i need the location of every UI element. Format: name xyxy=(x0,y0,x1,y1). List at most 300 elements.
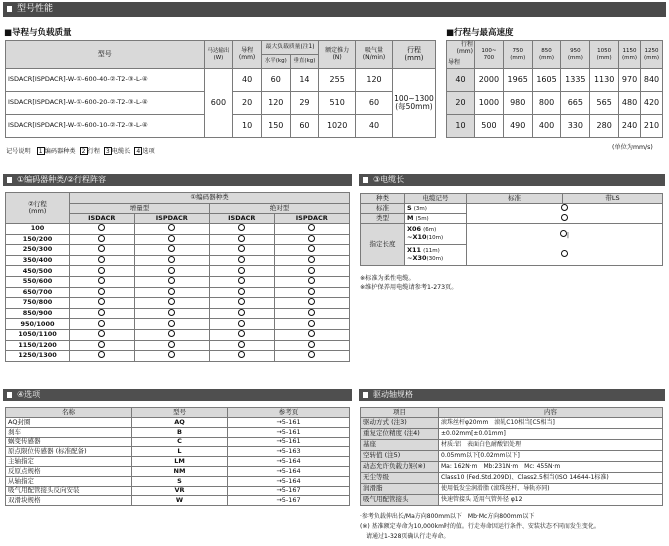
enc-stroke: 450/500 xyxy=(6,266,70,277)
available-mark xyxy=(238,298,245,305)
encoder-stroke-table xyxy=(5,192,350,362)
enc-cell xyxy=(134,276,209,287)
speed-value: 500 xyxy=(475,115,504,138)
drive-content: Ma: 162N·m Mb:231N·m Mc: 455N·m xyxy=(439,462,663,473)
enc-cell xyxy=(70,298,135,309)
opt-name: 刹车 xyxy=(6,427,132,437)
lead-subtitle: ■导程与负载质量 xyxy=(4,28,72,38)
cable-len: (10m) xyxy=(426,235,444,241)
enc-section-title: ①编码器种类/②行程阵容 xyxy=(17,175,107,184)
enc-cell xyxy=(209,287,274,298)
available-mark xyxy=(168,224,175,231)
drive-item: 润滑脂 xyxy=(361,484,439,495)
opt-page: →5-163 xyxy=(228,447,350,457)
col-horiz: 水平(kg) xyxy=(261,55,290,69)
opt-page: →5-164 xyxy=(228,476,350,486)
enc-cell xyxy=(134,319,209,330)
cable-available-mark xyxy=(560,230,567,237)
speed-value: 240 xyxy=(619,115,641,138)
available-mark xyxy=(308,224,315,231)
available-mark xyxy=(98,277,105,284)
enc-cell xyxy=(134,266,209,277)
options-section-bar xyxy=(3,389,352,401)
col-vert: 垂直(kg) xyxy=(290,55,319,69)
cable-col-kind: 种类 xyxy=(361,194,405,204)
enc-cell xyxy=(70,287,135,298)
drive-col-content: 内容 xyxy=(439,408,663,418)
suction-value: 40 xyxy=(356,115,393,138)
legend-num-4: 4 xyxy=(134,147,142,155)
enc-row xyxy=(6,224,350,235)
enc-row xyxy=(6,298,350,309)
enc-col-inc: 增量型 xyxy=(70,204,210,214)
horiz-value: 60 xyxy=(261,69,290,92)
drive-note: 请通过1-328页确认行走寿命。 xyxy=(360,533,450,540)
opt-name: 吸气用配管接头反向安装 xyxy=(6,486,132,496)
cable-available-mark xyxy=(561,250,568,257)
opt-col-model: 型号 xyxy=(132,408,228,418)
opt-page: →5-164 xyxy=(228,466,350,476)
enc-row xyxy=(6,234,350,245)
available-mark xyxy=(238,235,245,242)
enc-stroke: 950/1000 xyxy=(6,319,70,330)
enc-model: ISDACR xyxy=(70,214,135,224)
cable-len: (5m) xyxy=(415,215,429,222)
available-mark xyxy=(168,277,175,284)
cable-section-title: ③电缆长 xyxy=(373,175,405,184)
cable-len: (3m) xyxy=(413,205,427,212)
speed-value: 400 xyxy=(532,115,561,138)
enc-cell xyxy=(70,234,135,245)
horiz-value: 120 xyxy=(261,92,290,115)
cable-notes xyxy=(360,274,457,292)
speed-lead: 40 xyxy=(447,69,475,92)
opt-page: →5-161 xyxy=(228,437,350,447)
enc-stroke: 1150/1200 xyxy=(6,340,70,351)
drive-row xyxy=(361,462,663,473)
available-mark xyxy=(168,330,175,337)
drive-note: ·参考负载伸出长/Ma方向800mm以下 Mb·Mc方向800mm以下 xyxy=(360,513,535,520)
speed-lead: 20 xyxy=(447,92,475,115)
drive-content: 滚珠丝杆φ20mm 滚轧C10相当[C5相当] xyxy=(439,418,663,429)
cable-kind-spec: 指定长度 xyxy=(361,224,405,266)
available-mark xyxy=(308,256,315,263)
available-mark xyxy=(168,309,175,316)
available-mark xyxy=(308,298,315,305)
available-mark xyxy=(238,351,245,358)
opt-model: B xyxy=(132,427,228,437)
enc-stroke: 550/600 xyxy=(6,276,70,287)
available-mark xyxy=(168,245,175,252)
available-mark xyxy=(308,320,315,327)
enc-cell xyxy=(134,298,209,309)
lead-load-table xyxy=(5,40,436,138)
legend-text: 选项 xyxy=(142,148,155,155)
enc-cell xyxy=(274,276,349,287)
col-model: 型号 xyxy=(6,41,205,69)
drive-item: 无尘等级 xyxy=(361,473,439,484)
drive-item: 驱动方式 (注3) xyxy=(361,418,439,429)
cable-table: 种类 电缆记号 标准 带LS 标准 S (3m) 类型 M (5m) 指定长度 X06 (6m) ~X10(10m) | X11 (11m) ~X30(30m) xyxy=(360,193,663,266)
enc-stroke: 100 xyxy=(6,224,70,235)
available-mark xyxy=(168,288,175,295)
cable-len: (6m) xyxy=(423,227,437,234)
cable-col-ls: 带LS xyxy=(563,194,663,204)
vert-value: 14 xyxy=(290,69,319,92)
available-mark xyxy=(98,267,105,274)
available-mark xyxy=(238,224,245,231)
opt-model: C xyxy=(132,437,228,447)
cable-len: (11m) xyxy=(423,248,440,255)
available-mark xyxy=(308,341,315,348)
available-mark xyxy=(98,256,105,263)
drive-table xyxy=(360,407,663,506)
cable-code-x11: X11 xyxy=(407,246,422,255)
thrust-value: 255 xyxy=(319,69,356,92)
enc-row xyxy=(6,340,350,351)
enc-cell xyxy=(70,276,135,287)
enc-col-stroke: ②行程 (mm) xyxy=(6,193,70,224)
available-mark xyxy=(238,245,245,252)
suction-value: 60 xyxy=(356,92,393,115)
available-mark xyxy=(238,288,245,295)
options-section-title: ④选项 xyxy=(17,390,41,399)
opt-name: AQ封圈 xyxy=(6,418,132,428)
drive-content: 使用低发尘润滑脂 (滚珠丝杆、导轨亦同) xyxy=(439,484,663,495)
speed-col: 1150 (mm) xyxy=(619,41,641,69)
enc-cell xyxy=(274,340,349,351)
speed-value: 665 xyxy=(561,92,590,115)
cable-col-std: 标准 xyxy=(467,194,563,204)
enc-section-bar xyxy=(3,174,352,186)
options-table xyxy=(5,407,350,506)
thrust-value: 1020 xyxy=(319,115,356,138)
enc-row xyxy=(6,245,350,256)
speed-col: 750 (mm) xyxy=(503,41,532,69)
suction-value: 120 xyxy=(356,69,393,92)
enc-cell xyxy=(70,340,135,351)
drive-item: 动态允许负载力矩(※) xyxy=(361,462,439,473)
drive-row xyxy=(361,473,663,484)
enc-stroke: 850/900 xyxy=(6,308,70,319)
enc-cell xyxy=(70,266,135,277)
speed-value: 210 xyxy=(641,115,663,138)
speed-corner-lead: 导程 xyxy=(448,59,461,67)
opt-page: →5-161 xyxy=(228,427,350,437)
drive-item: 吸气用配管接头 xyxy=(361,495,439,506)
available-mark xyxy=(98,235,105,242)
drive-row xyxy=(361,418,663,429)
enc-row xyxy=(6,351,350,362)
legend xyxy=(6,147,155,156)
available-mark xyxy=(238,256,245,263)
available-mark xyxy=(98,309,105,316)
available-mark xyxy=(308,351,315,358)
opt-model: VR xyxy=(132,486,228,496)
available-mark xyxy=(308,288,315,295)
drive-row xyxy=(361,440,663,451)
enc-row xyxy=(6,329,350,340)
col-maxload: 最大负载质量(注1) xyxy=(261,41,318,55)
speed-lead: 10 xyxy=(447,115,475,138)
enc-cell xyxy=(209,234,274,245)
available-mark xyxy=(98,298,105,305)
enc-cell xyxy=(274,287,349,298)
lead-value: 20 xyxy=(233,92,262,115)
option-row xyxy=(6,457,350,467)
enc-cell xyxy=(274,298,349,309)
enc-cell xyxy=(134,287,209,298)
enc-cell xyxy=(134,245,209,256)
enc-cell xyxy=(209,329,274,340)
speed-value: 970 xyxy=(619,69,641,92)
enc-cell xyxy=(134,224,209,235)
available-mark xyxy=(308,277,315,284)
available-mark xyxy=(238,277,245,284)
legend-num-2: 2 xyxy=(80,147,88,155)
available-mark xyxy=(168,256,175,263)
available-mark xyxy=(308,235,315,242)
option-row xyxy=(6,437,350,447)
col-stroke: 行程 (mm) xyxy=(392,41,435,69)
cable-code-x30: ~X30 xyxy=(407,254,427,262)
opt-page: →5-167 xyxy=(228,486,350,496)
drive-item: 重复定位精度 (注4) xyxy=(361,429,439,440)
col-motor: 马达输出 (W) xyxy=(204,41,233,69)
available-mark xyxy=(98,330,105,337)
enc-row xyxy=(6,266,350,277)
speed-value: 2000 xyxy=(475,69,504,92)
enc-stroke: 750/800 xyxy=(6,298,70,309)
drive-section-bar xyxy=(359,389,665,401)
enc-stroke: 250/300 xyxy=(6,245,70,256)
enc-col-encoder: ①编码器种类 xyxy=(70,193,350,204)
drive-content: 材质:铝 表面白色耐酸铝处理 xyxy=(439,440,663,451)
enc-col-abs: 绝对型 xyxy=(209,204,349,214)
opt-page: →5-167 xyxy=(228,496,350,506)
opt-name: 从轴指定 xyxy=(6,476,132,486)
thrust-value: 510 xyxy=(319,92,356,115)
enc-cell xyxy=(274,255,349,266)
legend-text: 行程 xyxy=(87,148,100,155)
legend-text: 编码器种类 xyxy=(44,148,76,155)
lead-row-model: ISDACR[ISPDACR]-W-①-600-10-②-T2-③-L-④ xyxy=(6,115,205,138)
available-mark xyxy=(98,288,105,295)
header-title-bar xyxy=(3,2,666,17)
col-thrust: 额定推力 (N) xyxy=(319,41,356,69)
speed-subtitle: ■行程与最高速度 xyxy=(446,28,514,38)
opt-model: W xyxy=(132,496,228,506)
available-mark xyxy=(238,309,245,316)
cable-available-mark xyxy=(561,204,568,211)
speed-value: 1000 xyxy=(475,92,504,115)
speed-value: 1335 xyxy=(561,69,590,92)
enc-cell xyxy=(209,276,274,287)
speed-value: 330 xyxy=(561,115,590,138)
enc-model: ISDACR xyxy=(209,214,274,224)
opt-col-page: 参考页 xyxy=(228,408,350,418)
enc-cell xyxy=(134,329,209,340)
available-mark xyxy=(168,267,175,274)
opt-name: 双滑块规格 xyxy=(6,496,132,506)
enc-cell xyxy=(134,351,209,362)
speed-corner-stroke: 行程 (mm) xyxy=(456,41,473,55)
enc-stroke: 1250/1300 xyxy=(6,351,70,362)
available-mark xyxy=(168,320,175,327)
cable-kind-type: 类型 xyxy=(361,214,405,224)
enc-stroke: 150/200 xyxy=(6,234,70,245)
enc-cell xyxy=(209,224,274,235)
enc-stroke: 1050/1100 xyxy=(6,329,70,340)
legend-text: 电缆长 xyxy=(111,148,131,155)
legend-num-1: 1 xyxy=(37,147,45,155)
opt-page: →5-164 xyxy=(228,457,350,467)
opt-col-name: 名称 xyxy=(6,408,132,418)
drive-content: 快速管接头 适用气管外径 φ12 xyxy=(439,495,663,506)
option-row xyxy=(6,418,350,428)
speed-col: 1050 (mm) xyxy=(590,41,619,69)
enc-cell xyxy=(134,234,209,245)
enc-cell xyxy=(70,245,135,256)
stroke-value: 100~1300 (每50mm) xyxy=(392,69,435,138)
enc-stroke: 650/700 xyxy=(6,287,70,298)
drive-content: Class10 (Fed.Std.209D)、Class2.5相当(ISO 14644-1标准) xyxy=(439,473,663,484)
drive-item: 基座 xyxy=(361,440,439,451)
speed-col: 850 (mm) xyxy=(532,41,561,69)
opt-model: AQ xyxy=(132,418,228,428)
enc-cell xyxy=(274,308,349,319)
enc-cell xyxy=(274,329,349,340)
available-mark xyxy=(238,267,245,274)
enc-cell xyxy=(274,351,349,362)
cable-code-x06: X06 xyxy=(407,225,422,234)
speed-value: 840 xyxy=(641,69,663,92)
enc-cell xyxy=(209,266,274,277)
enc-stroke: 350/400 xyxy=(6,255,70,266)
legend-num-3: 3 xyxy=(104,147,112,155)
drive-section-title: 驱动轴规格 xyxy=(373,390,413,399)
drive-row xyxy=(361,495,663,506)
drive-row xyxy=(361,429,663,440)
available-mark xyxy=(98,341,105,348)
motor-value: 600 xyxy=(204,69,233,138)
enc-cell xyxy=(70,351,135,362)
available-mark xyxy=(168,351,175,358)
opt-page: →5-161 xyxy=(228,418,350,428)
available-mark xyxy=(168,235,175,242)
enc-cell xyxy=(134,308,209,319)
available-mark xyxy=(238,330,245,337)
speed-col: 950 (mm) xyxy=(561,41,590,69)
enc-cell xyxy=(134,255,209,266)
opt-name: 主轴指定 xyxy=(6,457,132,467)
available-mark xyxy=(308,245,315,252)
speed-value: 1965 xyxy=(503,69,532,92)
opt-model: L xyxy=(132,447,228,457)
horiz-value: 150 xyxy=(261,115,290,138)
drive-col-item: 项目 xyxy=(361,408,439,418)
cable-code-x10: ~X10 xyxy=(407,233,427,241)
cable-col-code: 电缆记号 xyxy=(405,194,467,204)
enc-model: ISPDACR xyxy=(274,214,349,224)
option-row xyxy=(6,447,350,457)
enc-cell xyxy=(70,319,135,330)
opt-model: NM xyxy=(132,466,228,476)
vert-value: 29 xyxy=(290,92,319,115)
enc-cell xyxy=(274,234,349,245)
lead-value: 40 xyxy=(233,69,262,92)
enc-cell xyxy=(209,340,274,351)
enc-row xyxy=(6,287,350,298)
drive-content: 0.05mm以下[0.02mm以下] xyxy=(439,451,663,462)
opt-name: 蜗变传感器 xyxy=(6,437,132,447)
drive-note: (※) 基准额定寿命为10,000km时的值。行走寿命因运行条件、安装状态不同而发生变化。 xyxy=(360,523,600,530)
available-mark xyxy=(98,351,105,358)
enc-cell xyxy=(274,266,349,277)
header-title: 型号性能 xyxy=(17,4,54,14)
enc-cell xyxy=(209,319,274,330)
enc-cell xyxy=(70,329,135,340)
cable-note: ※维护保养用电缆请参考1-273页。 xyxy=(360,284,458,291)
option-row xyxy=(6,466,350,476)
speed-col: 1250 (mm) xyxy=(641,41,663,69)
opt-model: LM xyxy=(132,457,228,467)
option-row xyxy=(6,486,350,496)
speed-value: 800 xyxy=(532,92,561,115)
drive-notes xyxy=(360,512,600,542)
enc-cell xyxy=(70,308,135,319)
available-mark xyxy=(308,330,315,337)
available-mark xyxy=(98,245,105,252)
enc-row xyxy=(6,276,350,287)
speed-unit: (单位为mm/s) xyxy=(612,144,653,151)
speed-value: 490 xyxy=(503,115,532,138)
cable-code-s: S xyxy=(407,203,412,212)
enc-cell xyxy=(209,245,274,256)
speed-value: 1605 xyxy=(532,69,561,92)
enc-cell xyxy=(209,298,274,309)
enc-cell xyxy=(274,319,349,330)
speed-value: 420 xyxy=(641,92,663,115)
lead-value: 10 xyxy=(233,115,262,138)
col-suction: 吸气量 (N/min) xyxy=(356,41,393,69)
speed-col: 100~ 700 xyxy=(475,41,504,69)
lead-row-model: ISDACR[ISPDACR]-W-①-600-20-②-T2-③-L-④ xyxy=(6,92,205,115)
available-mark xyxy=(98,320,105,327)
enc-cell xyxy=(209,351,274,362)
available-mark xyxy=(98,224,105,231)
available-mark xyxy=(308,309,315,316)
enc-row xyxy=(6,319,350,330)
enc-cell xyxy=(70,255,135,266)
drive-item: 空转值 (注5) xyxy=(361,451,439,462)
opt-name: 原点限位传感器 (标准配备) xyxy=(6,447,132,457)
enc-cell xyxy=(274,245,349,256)
speed-value: 1130 xyxy=(590,69,619,92)
drive-content: ±0.02mm[±0.01mm] xyxy=(439,429,663,440)
available-mark xyxy=(168,341,175,348)
enc-cell xyxy=(209,308,274,319)
available-mark xyxy=(238,320,245,327)
speed-value: 480 xyxy=(619,92,641,115)
drive-row xyxy=(361,484,663,495)
enc-cell xyxy=(274,224,349,235)
col-lead: 导程 (mm) xyxy=(233,41,262,69)
option-row xyxy=(6,496,350,506)
option-row xyxy=(6,427,350,437)
cable-kind-std: 标准 xyxy=(361,204,405,214)
speed-value: 280 xyxy=(590,115,619,138)
